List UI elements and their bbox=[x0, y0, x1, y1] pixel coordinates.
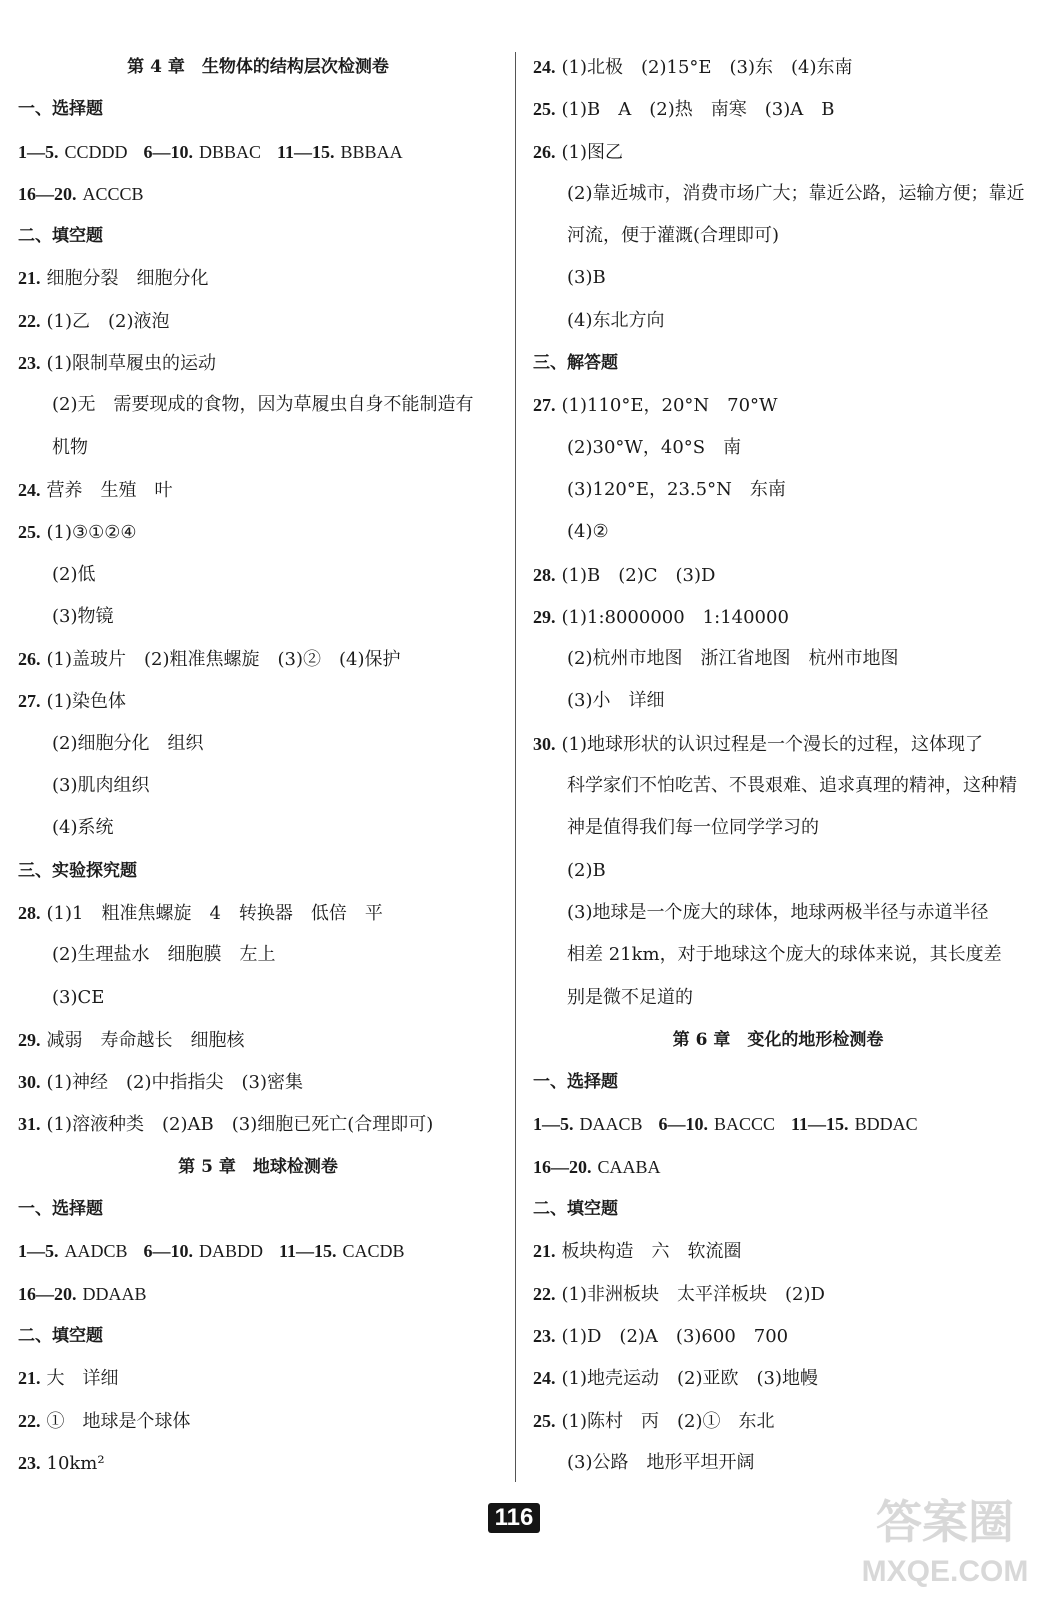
question-number: 29. bbox=[18, 1029, 41, 1050]
choice-answers-row bbox=[18, 1273, 498, 1315]
answer-continuation: (2)无 需要现成的食物，因为草履虫自身不能制造有 bbox=[52, 394, 474, 416]
answer-continuation: (3)肌肉组织 bbox=[52, 775, 150, 797]
question-number: 26. bbox=[18, 649, 41, 670]
question-number: 24. bbox=[533, 1368, 556, 1389]
answer-continuation: 别是微不足道的 bbox=[567, 986, 693, 1008]
answer-text: 板块构造 六 软流圈 bbox=[561, 1241, 742, 1263]
page-number: 116 bbox=[488, 1503, 540, 1533]
question-number: 25. bbox=[533, 1410, 556, 1431]
choice-answers: AADCB bbox=[64, 1241, 128, 1262]
question-range: 1—5. bbox=[533, 1114, 574, 1135]
question-range: 16—20. bbox=[18, 183, 77, 204]
answer-item bbox=[533, 1273, 1023, 1315]
answer-continuation: (3)物镜 bbox=[52, 605, 114, 627]
answer-continuation: (2)低 bbox=[52, 563, 96, 585]
answer-continuation: (3)小 详细 bbox=[567, 690, 665, 712]
answer-continuation: 神是值得我们每一位同学学习的 bbox=[567, 817, 819, 839]
answer-text: (1)盖玻片 (2)粗准焦螺旋 (3)② (4)保护 bbox=[46, 649, 401, 671]
choice-answers-row bbox=[18, 173, 498, 215]
question-range: 1—5. bbox=[18, 141, 59, 162]
answer-item bbox=[18, 469, 498, 511]
answer-continuation: (2)30°W，40°S 南 bbox=[567, 436, 742, 458]
answer-item bbox=[533, 723, 1023, 765]
answer-text: (1)地球形状的认识过程是一个漫长的过程，这体现了 bbox=[561, 733, 983, 755]
choice-answers: DABDD bbox=[199, 1241, 264, 1262]
answer-item bbox=[18, 680, 498, 722]
question-number: 28. bbox=[18, 902, 41, 923]
question-number: 21. bbox=[18, 268, 41, 289]
answer-item bbox=[533, 1230, 1023, 1272]
choice-answers: DAACB bbox=[579, 1114, 643, 1135]
question-range: 11—15. bbox=[791, 1114, 849, 1135]
right-column bbox=[533, 46, 1023, 1484]
answer-item bbox=[18, 638, 498, 680]
question-number: 30. bbox=[18, 1072, 41, 1093]
answer-continuation: (3)B bbox=[567, 267, 606, 289]
choice-answers: BACCC bbox=[714, 1114, 776, 1135]
answer-text: (1)乙 (2)液泡 bbox=[46, 310, 170, 332]
answer-item bbox=[533, 596, 1023, 638]
answer-text: (1)神经 (2)中指指尖 (3)密集 bbox=[46, 1072, 303, 1094]
question-number: 27. bbox=[18, 691, 41, 712]
question-number: 31. bbox=[18, 1114, 41, 1135]
answer-item bbox=[18, 257, 498, 299]
answer-item bbox=[533, 1357, 1023, 1399]
question-number: 23. bbox=[18, 1452, 41, 1473]
answer-text: (1)1:8000000 1:140000 bbox=[561, 606, 789, 628]
answer-text: (1)110°E，20°N 70°W bbox=[561, 395, 778, 417]
answer-item bbox=[18, 892, 498, 934]
answer-text: (1)图乙 bbox=[561, 141, 623, 163]
answer-item bbox=[18, 511, 498, 553]
answer-text: (1)北极 (2)15°E (3)东 (4)东南 bbox=[561, 57, 853, 78]
section-heading: 一、选择题 bbox=[533, 1072, 618, 1093]
answer-item bbox=[533, 46, 1023, 88]
answer-text: (1)③①②④ bbox=[46, 522, 137, 544]
choice-answers: CAABA bbox=[597, 1156, 661, 1177]
choice-answers-row bbox=[18, 1230, 498, 1272]
question-number: 23. bbox=[533, 1325, 556, 1346]
question-number: 22. bbox=[18, 1410, 41, 1431]
answer-continuation: (2)B bbox=[567, 859, 606, 881]
answer-item bbox=[533, 1400, 1023, 1442]
answer-text: (1)B A (2)热 南寒 (3)A B bbox=[561, 99, 835, 121]
choice-answers: DBBAC bbox=[199, 141, 262, 162]
answer-text: ① 地球是个球体 bbox=[46, 1410, 191, 1432]
answer-text: (1)B (2)C (3)D bbox=[561, 564, 716, 586]
answer-item bbox=[533, 131, 1023, 173]
answer-text: (1)陈村 丙 (2)① 东北 bbox=[561, 1410, 775, 1432]
answer-item bbox=[533, 384, 1023, 426]
watermark-title: 答案圈 bbox=[876, 1496, 1014, 1548]
left-column bbox=[18, 46, 498, 1484]
choice-answers: BDDAC bbox=[854, 1114, 918, 1135]
question-range: 11—15. bbox=[279, 1241, 337, 1262]
chapter-heading: 第 4 章 生物体的结构层次检测卷 bbox=[127, 57, 389, 77]
answer-item bbox=[18, 1400, 498, 1442]
answer-continuation: (2)生理盐水 细胞膜 左上 bbox=[52, 944, 276, 966]
answer-continuation: (3)CE bbox=[52, 986, 105, 1008]
choice-answers: ACCCB bbox=[82, 183, 144, 204]
choice-answers-row bbox=[18, 131, 498, 173]
section-heading: 二、填空题 bbox=[18, 1325, 103, 1346]
answer-item bbox=[18, 1442, 498, 1484]
section-heading: 三、实验探究题 bbox=[18, 860, 137, 881]
answer-continuation: (3)地球是一个庞大的球体，地球两极半径与赤道半径 bbox=[567, 901, 989, 923]
answer-text: 减弱 寿命越长 细胞核 bbox=[46, 1029, 245, 1051]
question-number: 28. bbox=[533, 564, 556, 585]
answer-item bbox=[18, 342, 498, 384]
answer-item bbox=[533, 554, 1023, 596]
answer-text: (1)溶液种类 (2)AB (3)细胞已死亡(合理即可) bbox=[46, 1114, 434, 1136]
answer-continuation: 相差 21km，对于地球这个庞大的球体来说，其长度差 bbox=[567, 944, 1002, 966]
question-range: 16—20. bbox=[18, 1283, 77, 1304]
answer-continuation: 机物 bbox=[52, 436, 88, 458]
answer-item bbox=[18, 1061, 498, 1103]
question-range: 6—10. bbox=[143, 141, 194, 162]
question-number: 30. bbox=[533, 733, 556, 754]
choice-answers: DDAAB bbox=[82, 1283, 147, 1304]
answer-item bbox=[18, 1357, 498, 1399]
question-number: 26. bbox=[533, 141, 556, 162]
section-heading: 二、填空题 bbox=[533, 1199, 618, 1220]
question-number: 23. bbox=[18, 353, 41, 374]
watermark-url: MXQE.COM bbox=[861, 1555, 1029, 1588]
answer-text: 营养 生殖 叶 bbox=[46, 479, 173, 501]
watermark-logo bbox=[845, 1483, 1045, 1593]
answer-continuation: (4)东北方向 bbox=[567, 309, 665, 331]
answer-continuation: (2)杭州市地图 浙江省地图 杭州市地图 bbox=[567, 648, 899, 670]
answer-item bbox=[533, 88, 1023, 130]
column-divider bbox=[515, 52, 516, 1482]
answer-text: 细胞分裂 细胞分化 bbox=[46, 268, 209, 290]
answer-item bbox=[18, 1103, 498, 1145]
answer-continuation: (4)系统 bbox=[52, 817, 114, 839]
answer-text: (1)D (2)A (3)600 700 bbox=[561, 1325, 789, 1347]
choice-answers-row bbox=[533, 1103, 1023, 1145]
question-number: 24. bbox=[18, 479, 41, 500]
question-range: 16—20. bbox=[533, 1156, 592, 1177]
answer-text: 10km² bbox=[46, 1452, 105, 1474]
question-number: 25. bbox=[18, 522, 41, 543]
answer-continuation: (4)② bbox=[567, 521, 609, 543]
answer-continuation: (3)公路 地形平坦开阔 bbox=[567, 1451, 755, 1473]
answer-item bbox=[18, 300, 498, 342]
question-number: 21. bbox=[533, 1241, 556, 1262]
answer-continuation: (2)靠近城市，消费市场广大；靠近公路，运输方便；靠近 bbox=[567, 182, 1025, 204]
section-heading: 一、选择题 bbox=[18, 99, 103, 120]
answer-item bbox=[533, 1315, 1023, 1357]
choice-answers: CCDDD bbox=[64, 141, 128, 162]
question-number: 24. bbox=[533, 57, 556, 77]
answer-continuation: (2)细胞分化 组织 bbox=[52, 732, 204, 754]
question-number: 27. bbox=[533, 395, 556, 416]
choice-answers: CACDB bbox=[342, 1241, 405, 1262]
chapter-heading: 第 5 章 地球检测卷 bbox=[178, 1156, 338, 1177]
question-number: 22. bbox=[18, 310, 41, 331]
choice-answers: BBBAA bbox=[340, 141, 403, 162]
question-range: 6—10. bbox=[143, 1241, 194, 1262]
answer-text: (1)地壳运动 (2)亚欧 (3)地幔 bbox=[561, 1368, 818, 1390]
section-heading: 一、选择题 bbox=[18, 1199, 103, 1220]
question-number: 25. bbox=[533, 99, 556, 120]
section-heading: 三、解答题 bbox=[533, 353, 618, 374]
choice-answers-row bbox=[533, 1146, 1023, 1188]
question-number: 22. bbox=[533, 1283, 556, 1304]
chapter-heading: 第 6 章 变化的地形检测卷 bbox=[672, 1029, 884, 1050]
answer-text: (1)非洲板块 太平洋板块 (2)D bbox=[561, 1283, 825, 1305]
question-number: 21. bbox=[18, 1368, 41, 1389]
answer-continuation: 科学家们不怕吃苦、不畏艰难、追求真理的精神，这种精 bbox=[567, 775, 1017, 797]
answer-continuation: 河流，便于灌溉(合理即可) bbox=[567, 225, 780, 247]
question-range: 11—15. bbox=[277, 141, 335, 162]
answer-text: (1)限制草履虫的运动 bbox=[46, 353, 216, 375]
answer-item bbox=[18, 1019, 498, 1061]
answer-text: (1)1 粗准焦螺旋 4 转换器 低倍 平 bbox=[46, 902, 383, 924]
answer-text: 大 详细 bbox=[46, 1368, 119, 1390]
answer-continuation: (3)120°E，23.5°N 东南 bbox=[567, 478, 786, 500]
question-range: 1—5. bbox=[18, 1241, 59, 1262]
question-number: 29. bbox=[533, 606, 556, 627]
question-range: 6—10. bbox=[658, 1114, 709, 1135]
answer-text: (1)染色体 bbox=[46, 691, 126, 713]
section-heading: 二、填空题 bbox=[18, 226, 103, 247]
